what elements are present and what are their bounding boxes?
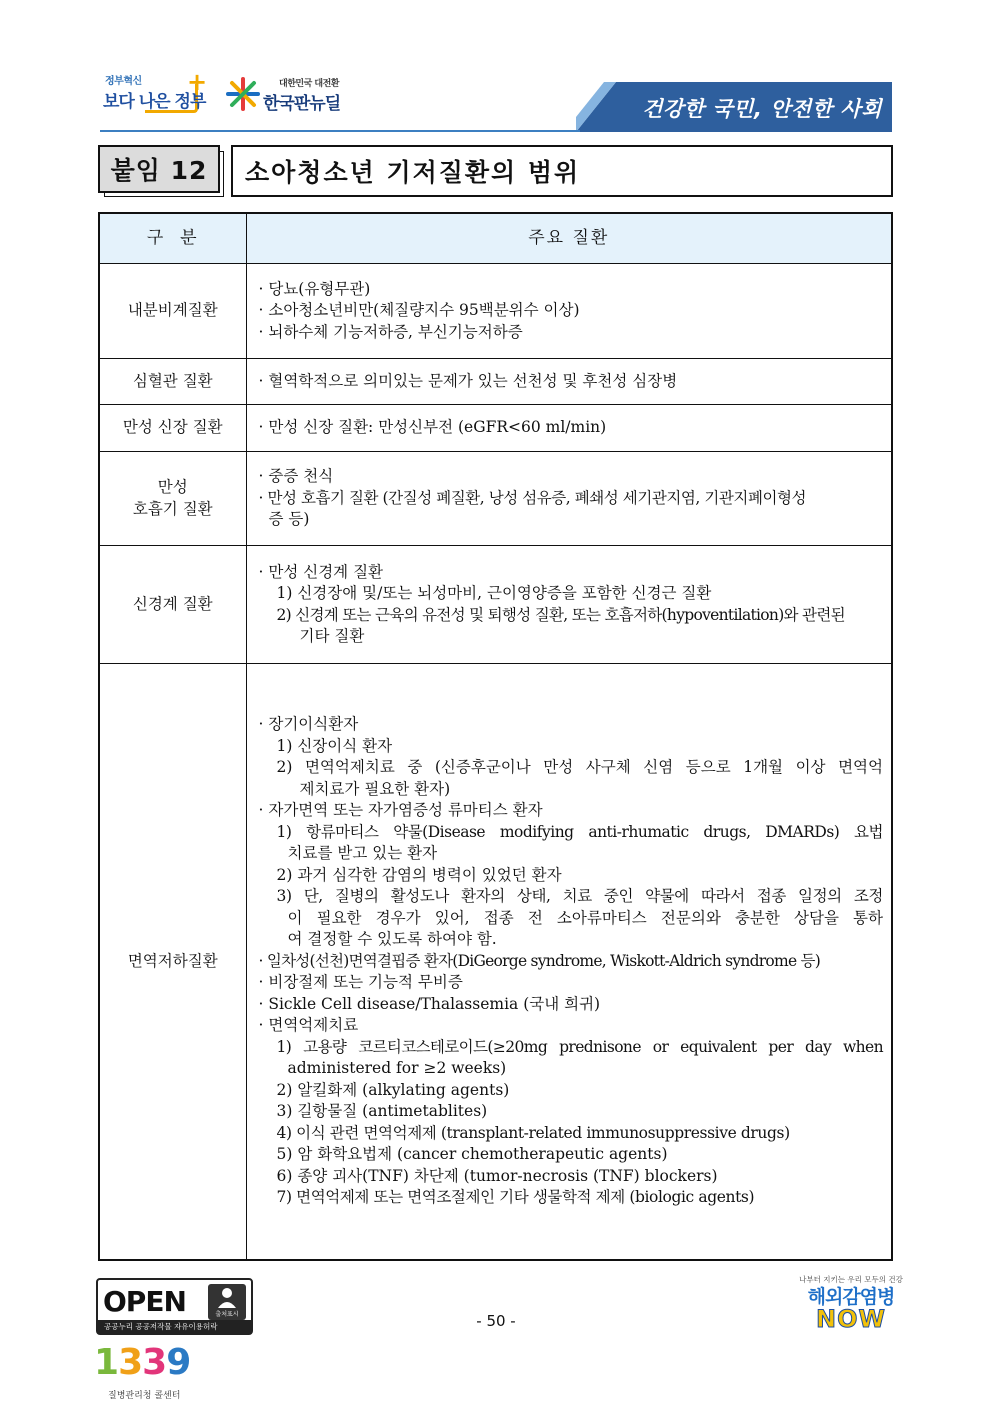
table-header-row	[99, 213, 892, 264]
new-deal-star-icon	[225, 76, 261, 112]
now-tagline: 나부터 지키는 우리 모두의 건강	[799, 1275, 903, 1284]
disease-line: 4) 이식 관련 면역억제제 (transplant-related immunosuppressive drugs)	[276, 1123, 790, 1142]
row-diseases	[246, 405, 892, 452]
disease-line: · 일차성(선천)면역결핍증 환자(DiGeorge syndrome, Wiskott-Aldrich syndrome 등)	[258, 951, 821, 970]
row-diseases	[246, 264, 892, 359]
row-diseases	[246, 546, 892, 664]
disease-line: · 혈역학적으로 의미있는 문제가 있는 선천성 및 후천성 심장병	[258, 371, 678, 390]
hotline-digit: 1	[94, 1342, 119, 1383]
person-icon	[208, 1284, 246, 1310]
disease-line: 2) 면역억제치료 중 (신증후군이나 만성 사구체 신염 등으로 1개월 이상 면역억	[276, 758, 883, 776]
table-row	[99, 664, 892, 1260]
disease-line: 치료를 받고 있는 환자	[287, 844, 438, 862]
disease-line: 기타 질환	[299, 627, 365, 645]
category-line: 만성	[157, 478, 188, 496]
header-category: 구 분	[99, 213, 246, 264]
row-category: 만성 신장 질환	[99, 405, 246, 452]
govt-innovation-small-text: 정부혁신	[105, 76, 142, 87]
category-line: 호흡기 질환	[132, 499, 213, 518]
open-word: OPEN	[103, 1285, 186, 1318]
row-category	[99, 452, 246, 546]
hotline-digit: 9	[166, 1342, 191, 1383]
disease-line: 증 등)	[268, 510, 310, 529]
row-diseases	[246, 452, 892, 546]
disease-line: administered for ≥2 weeks)	[287, 1059, 507, 1077]
korean-new-deal-logo	[225, 72, 360, 116]
disease-line: 1) 신경장애 및/또는 뇌성마비, 근이영양증을 포함한 신경근 질환	[276, 584, 712, 602]
disease-line: · Sickle Cell disease/Thalassemia (국내 희귀)	[258, 994, 601, 1013]
disease-line: 제치료가 필요한 환자)	[299, 779, 451, 798]
hotline-number	[94, 1342, 190, 1383]
disease-line: · 장기이식환자	[258, 715, 359, 733]
disease-line: 여 결정할 수 있도록 하여야 함.	[287, 930, 497, 948]
page-number: - 50 -	[476, 1312, 516, 1330]
disease-line: 6) 종양 괴사(TNF) 차단제 (tumor-necrosis (TNF) blockers)	[276, 1166, 718, 1185]
header-diseases: 주요 질환	[246, 213, 892, 264]
disease-line: · 비장절제 또는 기능적 무비증	[258, 973, 463, 991]
disease-line: 3) 단, 질병의 활성도나 환자의 상태, 치료 중인 약물에 따라서 접종 일정의 조정	[276, 887, 883, 905]
slogan-banner	[576, 82, 892, 132]
disease-line: 1) 고용량 코르티코스테로이드(≥20mg prednisone or equivalent per day when	[276, 1037, 883, 1056]
disease-line: 1) 항류마티스 약물(Disease modifying anti-rhumatic drugs, DMARDs) 요법	[276, 822, 883, 841]
attribution-label: 출처표시	[215, 1311, 239, 1318]
now-word: NOW	[816, 1305, 886, 1333]
table-row	[99, 452, 892, 546]
hotline-caption: 질병관리청 콜센터	[108, 1391, 181, 1401]
overseas-infection-now-logo	[796, 1274, 906, 1340]
header-divider	[100, 130, 580, 132]
disease-line: · 만성 호흡기 질환 (간질성 폐질환, 낭성 섬유증, 폐쇄성 세기관지염, 기관지폐이형성	[258, 488, 807, 507]
attachment-tag: 붙임 12	[98, 145, 220, 193]
row-diseases	[246, 664, 892, 1260]
disease-line: · 자가면역 또는 자가염증성 류마티스 환자	[258, 801, 543, 819]
new-deal-big-text: 한국판뉴딜	[263, 94, 341, 114]
page-title: 소아청소년 기저질환의 범위	[231, 145, 893, 197]
row-category: 심혈관 질환	[99, 359, 246, 405]
table-row	[99, 264, 892, 359]
disease-line: 2) 과거 심각한 감염의 병력이 있었던 환자	[276, 865, 562, 884]
disease-line: 7) 면역억제제 또는 면역조절제인 기타 생물학적 제제 (biologic agents)	[276, 1188, 755, 1206]
disease-line: 1) 신장이식 환자	[276, 736, 393, 755]
table-row	[99, 359, 892, 405]
row-category: 신경계 질환	[99, 546, 246, 664]
underlying-disease-table	[98, 212, 893, 1261]
disease-line: 5) 암 화학요법제 (cancer chemotherapeutic agents)	[276, 1145, 668, 1163]
now-title: 해외감염병	[807, 1286, 895, 1308]
kogl-caption: 공공누리 공공저작물 자유이용허락	[98, 1320, 251, 1333]
table-row	[99, 405, 892, 452]
disease-line: · 만성 신경계 질환	[258, 562, 384, 581]
row-category: 내분비계질환	[99, 264, 246, 359]
slogan-text: 건강한 국민, 안전한 사회	[642, 97, 882, 121]
plus-icon: +	[187, 68, 208, 96]
row-diseases	[246, 359, 892, 405]
row-category: 면역저하질환	[99, 664, 246, 1260]
disease-line: · 만성 신장 질환: 만성신부전 (eGFR<60 ml/min)	[258, 418, 607, 437]
hotline-digit: 3	[118, 1342, 143, 1383]
govt-innovation-logo	[103, 70, 207, 118]
disease-line: 2) 알킬화제 (alkylating agents)	[276, 1080, 510, 1099]
new-deal-small-text: 대한민국 대전환	[279, 79, 339, 89]
govt-innovation-big-text: 보다 나은 정부	[103, 92, 206, 112]
disease-line: · 중증 천식	[258, 467, 334, 486]
table-row	[99, 546, 892, 664]
disease-line: 2) 신경계 또는 근육의 유전성 및 퇴행성 질환, 또는 호흡저하(hypoventilation)와 관련된	[276, 605, 845, 624]
disease-line: · 소아청소년비만(체질량지수 95백분위수 이상)	[258, 301, 580, 320]
hotline-digit: 3	[142, 1342, 167, 1383]
disease-line: 3) 길항물질 (antimetablites)	[276, 1102, 488, 1120]
disease-line: 이 필요한 경우가 있어, 접종 전 소아류마티스 전문의와 충분한 상담을 통하	[287, 908, 883, 927]
kdca-call-center-logo	[94, 1342, 204, 1402]
disease-line: · 뇌하수체 기능저하증, 부신기능저하증	[258, 322, 523, 341]
disease-line: · 당뇨(유형무관)	[258, 279, 371, 298]
disease-line: · 면역억제치료	[258, 1016, 359, 1034]
